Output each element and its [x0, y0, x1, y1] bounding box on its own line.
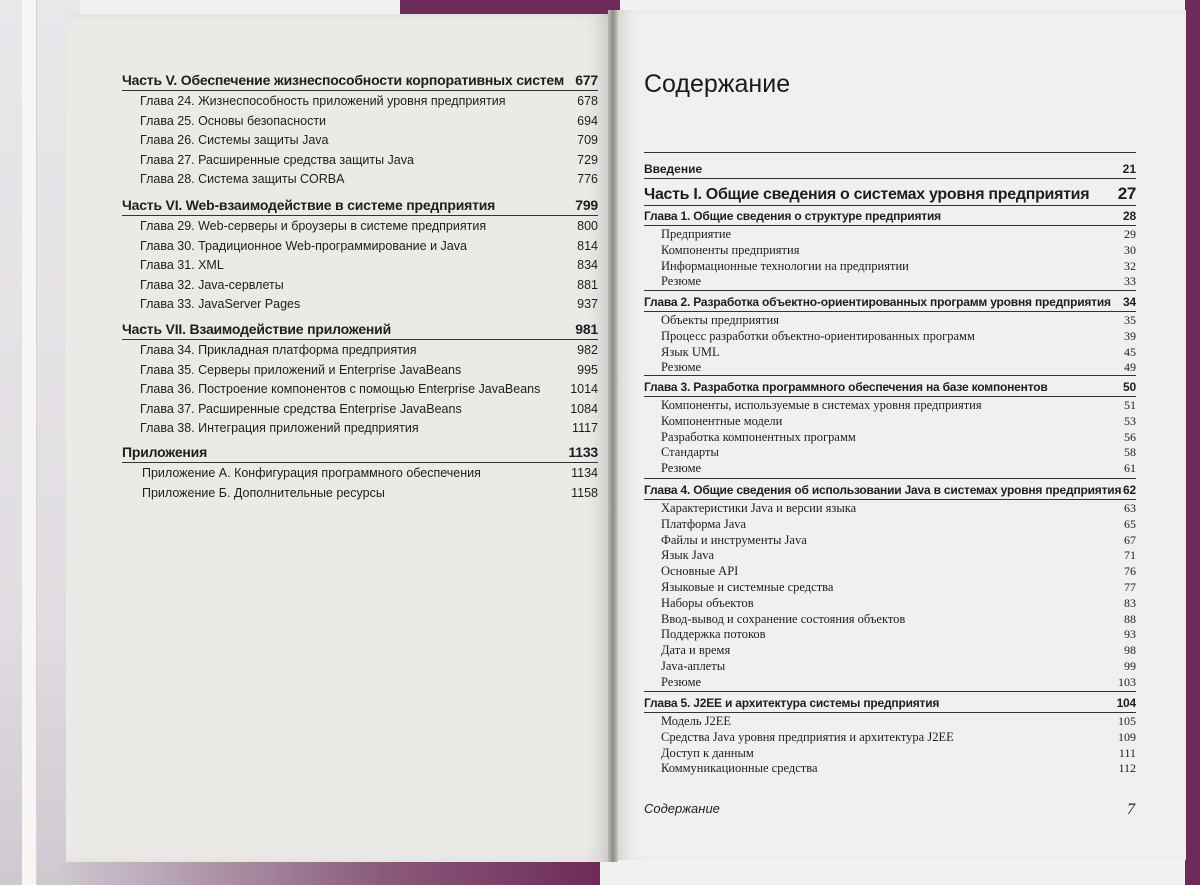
toc-section-entry	[661, 329, 1136, 344]
toc-section-entry-title: Поддержка потоков	[661, 627, 766, 642]
toc-chapter-entry	[140, 421, 598, 435]
toc-section-entry	[661, 533, 1136, 548]
toc-section-entry	[661, 445, 1136, 460]
toc-chapter-entry-title: Глава 26. Системы защиты Java	[140, 133, 329, 148]
divider	[644, 396, 1136, 397]
divider	[122, 462, 598, 463]
toc-section-entry-title: Доступ к данным	[661, 745, 754, 760]
toc-section-entry	[661, 227, 1136, 242]
toc-intro-entry-title: Введение	[644, 162, 703, 176]
toc-chapter-entry-title: Глава 28. Система защиты CORBA	[140, 172, 345, 187]
toc-section-entry-title: Язык UML	[661, 344, 720, 359]
toc-section-entry-title: Процесс разработки объектно-ориентированных программ	[661, 328, 975, 343]
toc-section-entry-page: 99	[1124, 659, 1136, 673]
toc-chapter-entry-title: Глава 27. Расширенные средства защиты Java	[140, 152, 414, 167]
toc-chapter-entry-title: Глава 29. Web-серверы и броузеры в системе предприятия	[140, 219, 487, 233]
toc-chapter-entry-page: 1014	[570, 382, 598, 397]
toc-part-entry-title: Часть VI. Web-взаимодействие в системе предприятия	[122, 197, 496, 213]
toc-section-entry-title: Платформа Java	[661, 516, 747, 531]
toc-chapter-entry	[142, 486, 598, 500]
toc-section-entry	[661, 548, 1136, 563]
toc-section-entry-page: 30	[1124, 242, 1136, 257]
toc-chapter-entry-title: Глава 24. Жизнеспособность приложений уровня предприятия	[140, 94, 506, 108]
divider	[644, 205, 1136, 206]
toc-section-entry	[661, 612, 1136, 627]
toc-chapter-entry	[644, 483, 1136, 497]
toc-section-entry-title: Java-аплеты	[661, 659, 726, 673]
toc-chapter-entry	[140, 363, 598, 377]
toc-section-entry	[661, 517, 1136, 532]
toc-chapter-entry-title: Глава 34. Прикладная платформа предприятия	[140, 343, 417, 357]
toc-section-entry-title: Характеристики Java и версии языка	[661, 501, 857, 515]
toc-chapter-entry	[644, 380, 1136, 394]
toc-chapter-entry	[140, 258, 598, 272]
toc-chapter-entry-page: 50	[1123, 380, 1136, 394]
toc-chapter-entry	[644, 209, 1136, 223]
toc-chapter-entry-title: Приложение А. Конфигурация программного обеспечения	[142, 466, 481, 480]
toc-section-entry-page: 33	[1124, 274, 1136, 289]
toc-section-entry	[661, 259, 1136, 274]
toc-chapter-entry-page: 814	[577, 238, 598, 253]
toc-chapter-entry-page: 729	[577, 152, 598, 167]
toc-section-entry-title: Объекты предприятия	[661, 313, 779, 327]
toc-section-entry	[661, 360, 1136, 375]
toc-section-entry-title: Языковые и системные средства	[661, 580, 834, 594]
toc-section-entry-page: 67	[1124, 532, 1136, 547]
toc-chapter-entry-page: 995	[577, 362, 598, 377]
toc-section-entry-title: Ввод-вывод и сохранение состояния объектов	[661, 611, 906, 626]
toc-section-entry-page: 98	[1124, 643, 1136, 658]
toc-chapter-entry	[140, 382, 598, 396]
toc-chapter-entry-title: Глава 25. Основы безопасности	[140, 113, 327, 128]
toc-chapter-entry	[140, 153, 598, 167]
toc-section-entry	[661, 596, 1136, 611]
toc-section-entry-page: 103	[1118, 674, 1136, 689]
toc-section-entry-title: Компоненты, используемые в системах уровня предприятия	[661, 398, 982, 412]
toc-part-entry-title: Часть VII. Взаимодействие приложений	[122, 321, 391, 337]
toc-section-entry-title: Резюме	[661, 674, 702, 689]
divider	[644, 478, 1136, 479]
toc-chapter-entry	[140, 114, 598, 128]
toc-part-entry-title: Приложения	[122, 444, 208, 460]
divider	[122, 339, 598, 340]
toc-part-entry-page: 677	[575, 72, 598, 88]
toc-section-entry-title: Компоненты предприятия	[661, 242, 800, 257]
toc-section-entry-page: 76	[1124, 564, 1136, 579]
toc-section-entry-page: 32	[1124, 258, 1136, 273]
toc-chapter-entry-page: 982	[577, 343, 598, 357]
toc-intro-entry-page: 21	[1122, 162, 1136, 176]
toc-section-entry	[661, 746, 1136, 761]
toc-chapter-entry-page: 800	[577, 219, 598, 233]
toc-chapter-entry-page: 62	[1123, 483, 1136, 497]
toc-chapter-entry	[140, 239, 598, 253]
toc-part-entry-title: Часть V. Обеспечение жизнеспособности корпоративных систем	[122, 72, 564, 88]
toc-chapter-entry-page: 1084	[570, 401, 598, 416]
toc-part-entry	[122, 72, 598, 88]
toc-section-entry	[661, 730, 1136, 745]
toc-chapter-entry-page: 1134	[571, 466, 598, 480]
toc-chapter-entry	[140, 278, 598, 292]
toc-chapter-entry-page: 678	[577, 94, 598, 108]
toc-chapter-entry-page: 709	[577, 133, 598, 148]
toc-section-entry-title: Основные API	[661, 564, 739, 579]
divider	[644, 178, 1136, 179]
toc-section-entry-title: Резюме	[661, 274, 702, 289]
toc-chapter-entry-title: Глава 4. Общие сведения об использовании Java в системах уровня предприятия	[644, 483, 1122, 497]
toc-chapter-entry-page: 34	[1123, 295, 1136, 309]
toc-section-entry	[661, 714, 1136, 729]
divider	[644, 311, 1136, 312]
toc-section-entry-page: 29	[1124, 227, 1136, 241]
toc-section-entry-title: Наборы объектов	[661, 595, 754, 610]
toc-chapter-entry-title: Глава 38. Интеграция приложений предприятия	[140, 421, 419, 436]
toc-chapter-entry-page: 937	[577, 297, 598, 312]
toc-section-entry-title: Резюме	[661, 461, 702, 476]
toc-chapter-entry-title: Глава 32. Java-сервлеты	[140, 277, 284, 292]
toc-part-entry-page: 27	[1117, 184, 1136, 203]
toc-section-entry-page: 53	[1124, 413, 1136, 428]
toc-intro-entry	[644, 162, 1136, 176]
toc-section-entry-page: 93	[1124, 627, 1136, 642]
toc-section-entry-title: Средства Java уровня предприятия и архитектура J2EE	[661, 729, 954, 744]
book-cover-bottom	[60, 862, 600, 885]
divider	[644, 712, 1136, 713]
toc-section-entry-page: 109	[1118, 729, 1136, 744]
divider	[122, 90, 598, 91]
toc-chapter-entry-title: Глава 1. Общие сведения о структуре предприятия	[644, 209, 941, 223]
toc-section-entry-page: 39	[1124, 328, 1136, 343]
toc-section-entry-page: 71	[1124, 548, 1136, 563]
divider	[644, 225, 1136, 226]
toc-heading: Содержание	[644, 70, 791, 98]
toc-section-entry	[661, 643, 1136, 658]
toc-chapter-entry-page: 1158	[571, 485, 598, 500]
toc-chapter-entry-title: Глава 5. J2EE и архитектура системы предприятия	[644, 696, 940, 710]
toc-section-entry-page: 58	[1124, 445, 1136, 460]
toc-chapter-entry	[644, 295, 1136, 309]
toc-section-entry-title: Предприятие	[661, 227, 732, 241]
toc-section-entry-title: Дата и время	[661, 643, 731, 658]
toc-section-entry-page: 65	[1124, 516, 1136, 531]
page-number: 7	[1127, 801, 1135, 818]
toc-section-entry-title: Файлы и инструменты Java	[661, 532, 807, 547]
toc-section-entry	[661, 243, 1136, 258]
toc-section-entry-title: Язык Java	[661, 548, 715, 563]
toc-chapter-entry	[644, 696, 1136, 710]
divider	[644, 375, 1136, 376]
toc-part-entry	[122, 321, 598, 337]
toc-chapter-entry-title: Глава 35. Серверы приложений и Enterprise JavaBeans	[140, 362, 462, 377]
toc-chapter-entry	[140, 297, 598, 311]
toc-section-entry	[661, 627, 1136, 642]
toc-section-entry-page: 35	[1124, 313, 1136, 327]
divider	[644, 290, 1136, 291]
toc-chapter-entry	[140, 343, 598, 357]
toc-part-entry	[122, 197, 598, 213]
toc-section-entry	[661, 430, 1136, 445]
toc-chapter-entry-page: 28	[1123, 209, 1136, 223]
toc-section-entry-page: 77	[1124, 580, 1136, 594]
toc-section-entry	[661, 313, 1136, 328]
toc-chapter-entry-title: Глава 31. XML	[140, 258, 224, 273]
toc-chapter-entry	[142, 466, 598, 480]
toc-chapter-entry-title: Глава 3. Разработка программного обеспечения на базе компонентов	[644, 380, 1048, 394]
toc-section-entry-page: 83	[1124, 595, 1136, 610]
toc-chapter-entry	[140, 219, 598, 233]
toc-section-entry-page: 56	[1124, 429, 1136, 444]
toc-section-entry-page: 88	[1124, 611, 1136, 626]
toc-section-entry-title: Компонентные модели	[661, 413, 783, 428]
toc-section-entry	[661, 580, 1136, 595]
toc-section-entry-title: Стандарты	[661, 445, 719, 460]
divider	[644, 152, 1136, 153]
toc-chapter-entry	[140, 172, 598, 186]
toc-section-entry-page: 45	[1124, 344, 1136, 359]
running-footer: Содержание	[644, 801, 720, 816]
toc-chapter-entry-title: Глава 33. JavaServer Pages	[140, 297, 301, 312]
toc-chapter-entry-page: 104	[1116, 696, 1136, 710]
toc-section-entry-page: 63	[1124, 501, 1136, 515]
toc-section-entry	[661, 398, 1136, 413]
toc-section-entry-title: Коммуникационные средства	[661, 761, 818, 776]
toc-chapter-entry-title: Приложение Б. Дополнительные ресурсы	[142, 485, 385, 500]
toc-chapter-entry	[140, 94, 598, 108]
divider	[644, 499, 1136, 500]
toc-section-entry-page: 105	[1118, 714, 1136, 728]
toc-chapter-entry	[140, 402, 598, 416]
toc-part-entry-page: 799	[575, 197, 598, 213]
toc-section-entry-page: 61	[1124, 461, 1136, 476]
toc-chapter-entry	[140, 133, 598, 147]
toc-section-entry	[661, 659, 1136, 674]
divider	[644, 691, 1136, 692]
toc-section-entry	[661, 501, 1136, 516]
toc-section-entry-page: 111	[1118, 745, 1136, 760]
toc-section-entry-page: 112	[1118, 761, 1136, 776]
book-gutter	[608, 10, 618, 862]
toc-part-entry-page: 1133	[568, 444, 598, 460]
toc-chapter-entry-page: 1117	[572, 421, 598, 436]
toc-section-entry-title: Модель J2EE	[661, 714, 732, 728]
toc-chapter-entry-title: Глава 37. Расширенные средства Enterprise JavaBeans	[140, 401, 462, 416]
toc-chapter-entry-page: 881	[577, 277, 598, 292]
toc-section-entry	[661, 461, 1136, 476]
book-cover-right	[1185, 0, 1200, 885]
toc-section-entry	[661, 761, 1136, 776]
toc-section-entry	[661, 345, 1136, 360]
toc-part-entry	[644, 184, 1136, 204]
toc-section-entry	[661, 274, 1136, 289]
toc-chapter-entry-page: 776	[577, 172, 598, 187]
toc-section-entry-title: Резюме	[661, 360, 702, 375]
book-cover-edge	[22, 0, 37, 885]
toc-section-entry-title: Информационные технологии на предприятии	[661, 258, 909, 273]
toc-section-entry	[661, 414, 1136, 429]
toc-section-entry-title: Разработка компонентных программ	[661, 429, 856, 444]
toc-chapter-entry-title: Глава 30. Традиционное Web-программирование и Java	[140, 238, 467, 253]
toc-section-entry-page: 49	[1124, 360, 1136, 375]
divider	[122, 215, 598, 216]
toc-chapter-entry-page: 694	[577, 113, 598, 128]
toc-chapter-entry-title: Глава 2. Разработка объектно-ориентированных программ уровня предприятия	[644, 295, 1111, 309]
toc-part-entry-page: 981	[575, 321, 598, 337]
toc-part-entry-title: Часть I. Общие сведения о системах уровня предприятия	[644, 186, 1090, 203]
toc-section-entry	[661, 564, 1136, 579]
toc-part-entry	[122, 444, 598, 460]
toc-section-entry	[661, 675, 1136, 690]
toc-chapter-entry-page: 834	[577, 258, 598, 273]
toc-section-entry-page: 51	[1124, 398, 1136, 412]
toc-chapter-entry-title: Глава 36. Построение компонентов с помощью Enterprise JavaBeans	[140, 382, 541, 397]
